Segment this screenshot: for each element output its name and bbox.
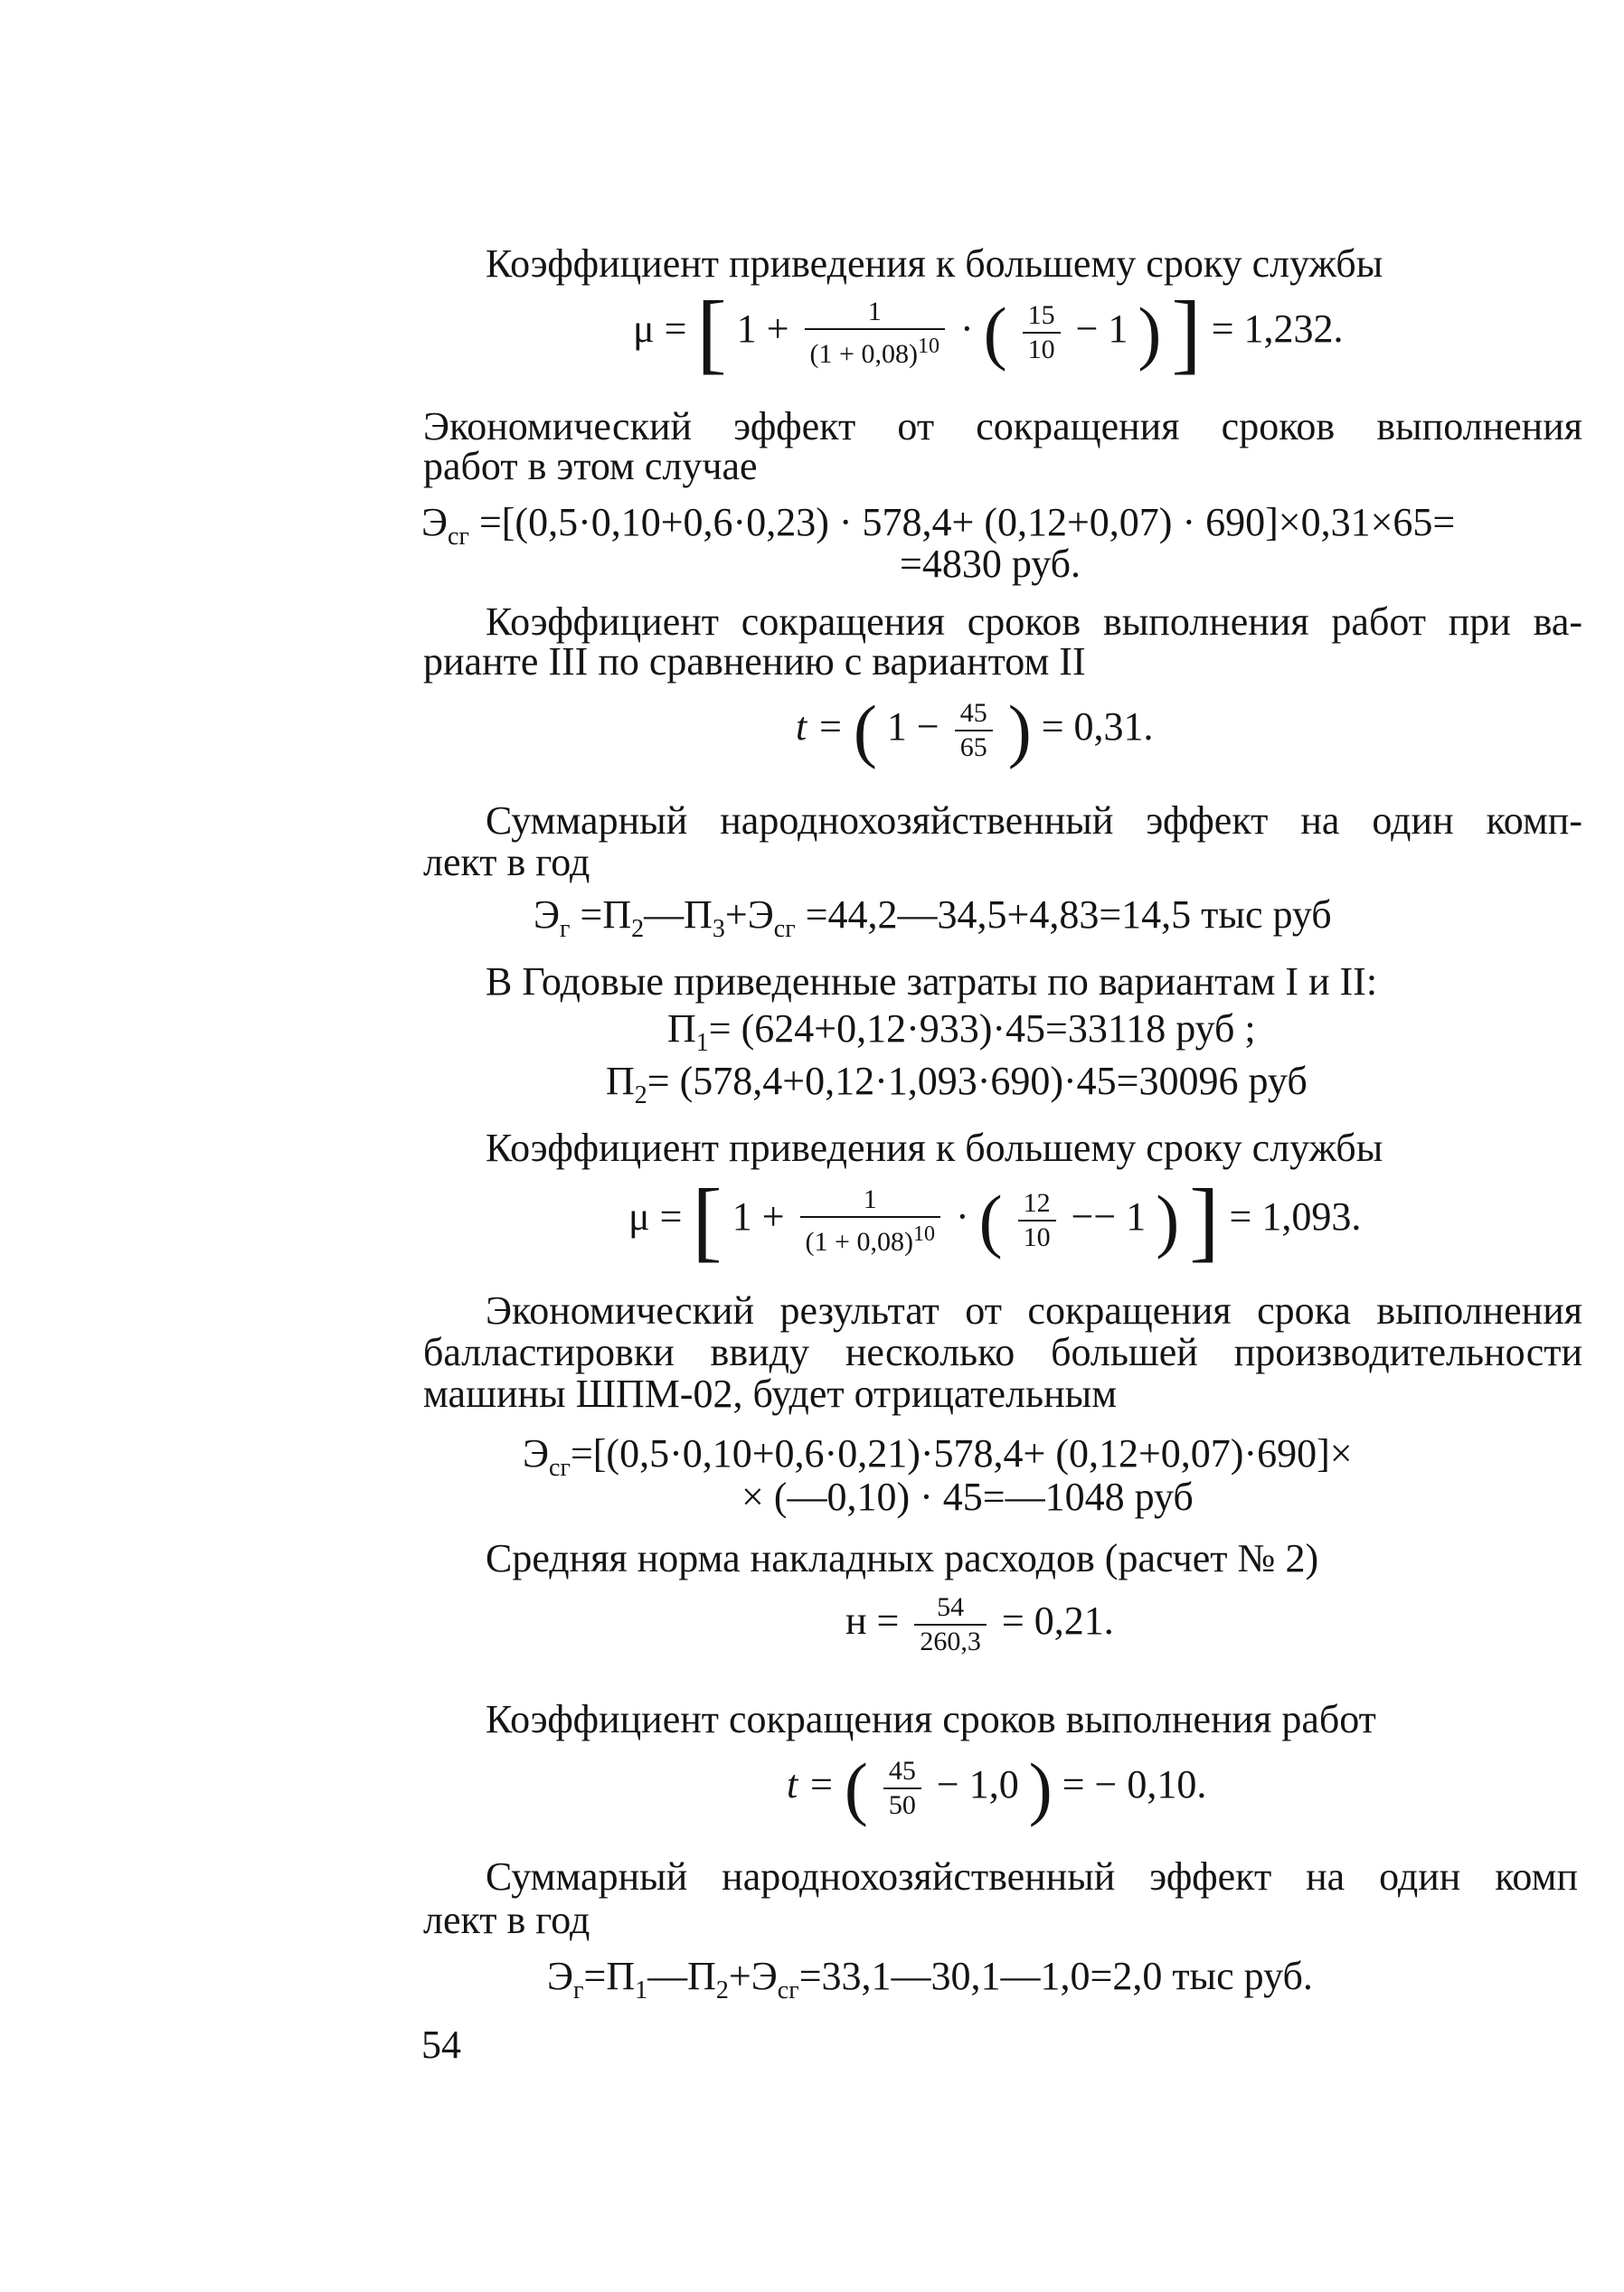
fraction (883, 1755, 921, 1822)
fraction (805, 296, 945, 371)
fraction-denominator (805, 330, 945, 371)
inner-denominator: 10 (1023, 1222, 1051, 1252)
multiply-dot: · (955, 1194, 969, 1240)
formula-symbol: П (606, 1059, 635, 1103)
formula-subscript: 1 (635, 1976, 648, 2004)
formula-symbol: Э (523, 1431, 550, 1476)
paren-left: ( (853, 691, 877, 769)
formula-part: +Э (728, 1954, 778, 1998)
inner-numerator: 12 (1018, 1187, 1056, 1221)
formula-subscript: сг (773, 914, 796, 943)
formula-mu-1 (633, 282, 1344, 382)
formula-subscript: г (573, 1976, 584, 2004)
fraction-denominator: 65 (959, 732, 987, 762)
formula-subscript: сг (448, 522, 469, 551)
paragraph-line: Средняя норма накладных расходов (расчет № 2) (486, 1536, 1319, 1580)
formula-result: = 1,093. (1229, 1194, 1362, 1240)
paragraph-line: лект в год (423, 840, 590, 884)
formula-mu-2 (628, 1170, 1362, 1270)
formula-symbol: Э (547, 1954, 574, 1998)
paragraph-line: Коэффициент сокращения сроков выполнения работ при ва- (486, 599, 1582, 644)
formula-part: = (578,4+0,12·1,093·690)·45=30096 руб (647, 1059, 1308, 1103)
inner-numerator: 15 (1023, 299, 1061, 334)
formula-result: = 0,31. (1041, 704, 1154, 750)
paragraph-line: балластировки ввиду несколько большей производительности (423, 1330, 1582, 1374)
formula-esg-1-result: =4830 руб. (900, 542, 1081, 586)
formula-part: =33,1—30,1—1,0=2,0 тыс руб. (798, 1954, 1313, 1998)
formula-t-1 (796, 691, 1154, 769)
denominator-base: (1 + 0,08) (809, 338, 918, 369)
formula-esg-2-result: × (—0,10) · 45=—1048 руб (741, 1475, 1194, 1519)
formula-lhs: μ = (628, 1194, 683, 1240)
denominator-exponent: 10 (912, 1221, 935, 1246)
paren-left: ( (978, 1181, 1003, 1259)
fraction-numerator: 45 (955, 697, 993, 731)
formula-lhs: t = (796, 704, 844, 750)
page-number: 54 (421, 2023, 461, 2067)
paragraph-line: В Годовые приведенные затраты по вариантам I и II: (486, 959, 1378, 1004)
bracket-left: [ (692, 1170, 722, 1270)
formula-part: —П (644, 892, 713, 937)
paren-right: ) (1007, 691, 1032, 769)
formula-symbol: Э (421, 500, 448, 544)
formula-body: =[(0,5·0,10+0,6·0,23) · 578,4+ (0,12+0,07) · 690]×0,31×65= (468, 500, 1456, 544)
paren-right: ) (1156, 1181, 1180, 1259)
formula-one: 1 − (886, 704, 939, 750)
paragraph-line: Экономический эффект от сокращения сроков выполнения (423, 404, 1582, 448)
inner-tail: − 1 (1075, 307, 1128, 352)
paragraph-line: машины ШПМ-02, будет отрицательным (423, 1372, 1118, 1416)
formula-lhs: н = (845, 1599, 900, 1644)
formula-overhead (845, 1591, 1114, 1658)
formula-part: =[(0,5·0,10+0,6·0,21)·578,4+ (0,12+0,07)·690]× (570, 1431, 1353, 1476)
formula-part: = (624+0,12·933)·45=33118 руб ; (708, 1006, 1256, 1051)
paragraph-heading: Коэффициент приведения к большему сроку службы (486, 1126, 1383, 1170)
paragraph-line: работ в этом случае (423, 444, 758, 488)
formula-part: =44,2—34,5+4,83=14,5 тыс руб (795, 892, 1332, 937)
inner-denominator: 10 (1027, 335, 1055, 364)
paren-left: ( (983, 293, 1007, 372)
inner-fraction (1018, 1187, 1056, 1254)
formula-subscript: 3 (712, 914, 725, 943)
denominator-base: (1 + 0,08) (805, 1226, 913, 1257)
fraction (800, 1184, 940, 1259)
fraction-numerator: 54 (914, 1591, 987, 1626)
formula-subscript: 2 (715, 1976, 729, 2004)
fraction (914, 1591, 987, 1658)
formula-subscript: 2 (634, 1080, 647, 1109)
formula-subscript: 1 (695, 1028, 709, 1057)
formula-one: 1 + (736, 307, 789, 352)
fraction-denominator (800, 1218, 940, 1259)
formula-part: +Э (724, 892, 774, 937)
formula-result: = 0,21. (1001, 1599, 1114, 1644)
formula-subscript: сг (549, 1453, 571, 1482)
formula-part: =П (583, 1954, 636, 1998)
fraction-numerator: 1 (805, 296, 945, 330)
bracket-right: ] (1171, 282, 1202, 382)
paragraph-line: Экономический результат от сокращения срока выполнения (486, 1288, 1582, 1333)
inner-fraction (1023, 299, 1061, 366)
paragraph-line: Суммарный народнохозяйственный эффект на один комп- (486, 798, 1582, 843)
fraction-denominator: 50 (888, 1790, 916, 1820)
fraction-numerator: 45 (883, 1755, 921, 1789)
formula-eg-2 (547, 1953, 1313, 2014)
fraction-numerator: 1 (800, 1184, 940, 1218)
formula-t-2 (787, 1749, 1207, 1827)
paren-right: ) (1138, 293, 1162, 372)
formula-tail: − 1,0 (936, 1762, 1019, 1807)
fraction-denominator: 260,3 (920, 1627, 981, 1656)
denominator-exponent: 10 (917, 334, 939, 358)
formula-subscript: 2 (631, 914, 645, 943)
fraction (955, 697, 993, 764)
formula-subscript: сг (777, 1976, 799, 2004)
bracket-right: ] (1189, 1170, 1220, 1270)
formula-result: = − 0,10. (1062, 1762, 1207, 1807)
paragraph-heading: Коэффициент сокращения сроков выполнения работ (486, 1697, 1376, 1741)
inner-tail: −− 1 (1071, 1194, 1147, 1240)
formula-one: 1 + (732, 1194, 785, 1240)
multiply-dot: · (959, 307, 974, 352)
formula-p2 (606, 1058, 1308, 1119)
formula-symbol: П (667, 1006, 696, 1051)
formula-part: —П (647, 1954, 716, 1998)
paragraph-heading: Коэффициент приведения к большему сроку службы (486, 241, 1383, 286)
formula-subscript: г (560, 914, 571, 943)
formula-lhs: μ = (633, 307, 687, 352)
formula-part: =П (570, 892, 632, 937)
formula-lhs: t = (787, 1762, 835, 1807)
paren-left: ( (844, 1749, 868, 1827)
paragraph-line: рианте III по сравнению с вариантом II (423, 639, 1086, 684)
bracket-left: [ (696, 282, 727, 382)
paragraph-line: Суммарный народнохозяйственный эффект на один комп (486, 1854, 1578, 1899)
formula-symbol: Э (533, 892, 561, 937)
formula-result: = 1,232. (1211, 307, 1344, 352)
paren-right: ) (1028, 1749, 1053, 1827)
formula-eg-1 (533, 891, 1332, 953)
paragraph-line: лект в год (423, 1898, 590, 1942)
